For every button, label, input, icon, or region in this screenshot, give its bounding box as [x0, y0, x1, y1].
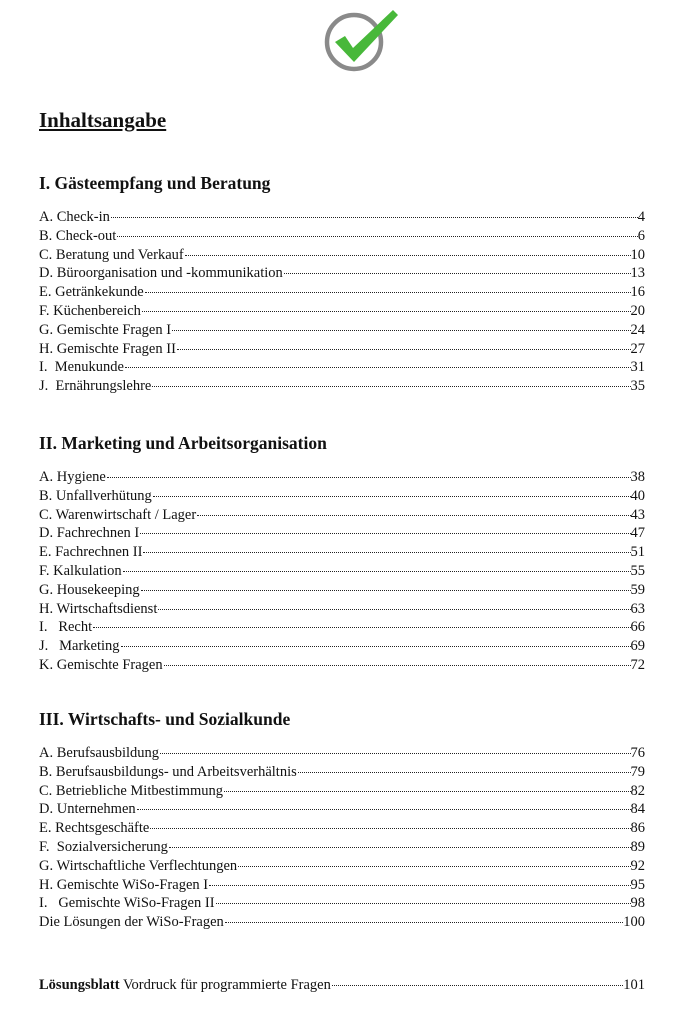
toc-entry-label	[39, 976, 331, 995]
toc-entry-page: 31	[630, 359, 645, 376]
toc-entry	[39, 340, 645, 359]
toc-entry	[39, 838, 645, 857]
toc-entry	[39, 246, 645, 265]
toc-entry-label: H. Wirtschaftsdienst	[39, 600, 158, 617]
toc-entry	[39, 264, 645, 283]
toc-entry-page: 86	[630, 820, 645, 837]
toc-entry-label: H. Gemischte Fragen II	[39, 340, 176, 357]
toc-entry	[39, 468, 645, 487]
dot-leader	[123, 571, 631, 572]
dot-leader	[111, 217, 638, 218]
toc-entry	[39, 283, 645, 302]
toc-entry-label: F. Küchenbereich	[39, 302, 141, 319]
toc-entry-page: 55	[630, 562, 645, 579]
toc-entry	[39, 543, 645, 562]
dot-leader	[332, 985, 623, 986]
toc-entry-page: 79	[630, 763, 645, 780]
dot-leader	[137, 809, 631, 810]
toc-entry-label: E. Getränkekunde	[39, 284, 144, 301]
toc-entry-label: D. Unternehmen	[39, 801, 136, 818]
dot-leader	[238, 866, 630, 867]
dot-leader	[125, 367, 631, 368]
dot-leader	[177, 349, 631, 350]
toc-entry-label: C. Betriebliche Mitbestimmung	[39, 782, 224, 799]
toc-entry	[39, 506, 645, 525]
toc-entry-label: Die Lösungen der WiSo-Fragen	[39, 914, 224, 931]
dot-leader	[216, 903, 631, 904]
toc-entry	[39, 302, 645, 321]
toc-entry	[39, 321, 645, 340]
answer-sheet-label: Vordruck für programmierte Fragen	[119, 977, 331, 993]
toc-entry-label: I. Menukunde	[39, 359, 124, 376]
answer-sheet-bold-label: Lösungsblatt	[39, 977, 120, 993]
toc-entry	[39, 876, 645, 895]
toc-entry-page: 63	[630, 600, 645, 617]
toc-entry-page: 69	[630, 638, 645, 655]
dot-leader	[150, 828, 630, 829]
section-heading: I. Gästeempfang und Beratung	[39, 173, 271, 193]
toc-entry-page: 92	[630, 857, 645, 874]
toc-entry-label: J. Ernährungslehre	[39, 378, 152, 395]
toc-entry-label: K. Gemischte Fragen	[39, 656, 163, 673]
toc-entry-label: I. Gemischte WiSo-Fragen II	[39, 895, 215, 912]
toc-entry-page: 72	[630, 656, 645, 673]
toc-entry-page: 40	[630, 487, 645, 504]
toc-entry-label: G. Gemischte Fragen I	[39, 321, 172, 338]
dot-leader	[145, 292, 631, 293]
toc-entry-page: 27	[630, 340, 645, 357]
toc-entry-label: A. Berufsausbildung	[39, 745, 160, 761]
checkmark-icon	[321, 6, 401, 72]
toc-entry-label: H. Gemischte WiSo-Fragen I	[39, 876, 209, 893]
dot-leader	[158, 609, 630, 610]
toc-entry	[39, 782, 645, 801]
dot-leader	[152, 386, 630, 387]
dot-leader	[225, 922, 623, 923]
toc-entry-label: D. Fachrechnen I	[39, 525, 140, 542]
toc-entry-page: 84	[630, 801, 645, 818]
dot-leader	[209, 885, 630, 886]
toc-entry	[39, 857, 645, 876]
page-title: Inhaltsangabe	[39, 108, 167, 132]
dot-leader	[164, 665, 631, 666]
toc-entry-label: B. Check-out	[39, 227, 117, 244]
toc-entry-page: 47	[630, 525, 645, 542]
toc-entry-label: F. Kalkulation	[39, 562, 122, 579]
toc-entry-page: 100	[623, 914, 645, 931]
toc-entry-page: 6	[637, 227, 645, 244]
toc-entry	[39, 600, 645, 619]
dot-leader	[160, 753, 630, 754]
toc-entry	[39, 744, 645, 763]
toc-entry-page: 76	[630, 745, 645, 761]
toc-entry-page: 24	[630, 321, 645, 338]
toc-list	[39, 468, 645, 675]
toc-entry	[39, 487, 645, 506]
toc-entry	[39, 800, 645, 819]
toc-entry-label: B. Berufsausbildungs- und Arbeitsverhältnis	[39, 763, 297, 780]
toc-entry-label: I. Recht	[39, 619, 93, 636]
toc-entry	[39, 656, 645, 675]
section-heading: II. Marketing und Arbeitsorganisation	[39, 433, 327, 453]
toc-entry	[39, 377, 645, 396]
dot-leader	[172, 330, 630, 331]
dot-leader	[142, 311, 631, 312]
toc-entry-page: 10	[630, 246, 645, 263]
toc-entry	[39, 637, 645, 656]
toc-entry-label: C. Warenwirtschaft / Lager	[39, 506, 197, 523]
toc-entry-label: E. Rechtsgeschäfte	[39, 820, 150, 837]
toc-entry	[39, 618, 645, 637]
toc-entry-page: 82	[630, 782, 645, 799]
toc-entry-label: D. Büroorganisation und -kommunikation	[39, 265, 283, 282]
dot-leader	[185, 255, 631, 256]
toc-entry-label: C. Beratung und Verkauf	[39, 246, 184, 263]
toc-entry	[39, 208, 645, 227]
dot-leader	[153, 496, 631, 497]
answer-sheet-entry	[39, 976, 645, 995]
toc-entry	[39, 581, 645, 600]
toc-entry-page: 4	[637, 209, 645, 225]
toc-entry-page: 98	[630, 895, 645, 912]
toc-entry-page: 43	[630, 506, 645, 523]
toc-entry-label: B. Unfallverhütung	[39, 487, 152, 504]
dot-leader	[284, 273, 631, 274]
toc-entry	[39, 562, 645, 581]
dot-leader	[197, 515, 630, 516]
toc-entry-page: 89	[630, 838, 645, 855]
dot-leader	[169, 847, 631, 848]
dot-leader	[298, 772, 631, 773]
toc-entry-label: G. Housekeeping	[39, 581, 140, 598]
dot-leader	[107, 477, 631, 478]
toc-entry-label: A. Check-in	[39, 209, 110, 225]
toc-entry-page: 66	[630, 619, 645, 636]
toc-entry	[39, 894, 645, 913]
toc-entry-page: 101	[623, 977, 645, 993]
dot-leader	[121, 646, 631, 647]
section-3	[39, 708, 645, 932]
toc-entry	[39, 227, 645, 246]
toc-entry	[39, 913, 645, 932]
toc-entry-label: G. Wirtschaftliche Verflechtungen	[39, 857, 238, 874]
toc-entry	[39, 358, 645, 377]
toc-entry	[39, 976, 645, 995]
dot-leader	[117, 236, 637, 237]
toc-entry-page: 13	[630, 265, 645, 282]
toc-entry-page: 51	[630, 544, 645, 561]
dot-leader	[140, 533, 630, 534]
section-2	[39, 432, 645, 675]
toc-entry	[39, 763, 645, 782]
toc-entry-label: F. Sozialversicherung	[39, 838, 168, 855]
toc-entry	[39, 819, 645, 838]
toc-entry-page: 16	[630, 284, 645, 301]
section-1	[39, 172, 645, 396]
dot-leader	[224, 791, 630, 792]
toc-entry-page: 59	[630, 581, 645, 598]
toc-entry-page: 38	[630, 469, 645, 485]
toc-entry-label: A. Hygiene	[39, 469, 106, 485]
toc-entry	[39, 524, 645, 543]
toc-entry-label: J. Marketing	[39, 638, 120, 655]
toc-entry-label: E. Fachrechnen II	[39, 544, 143, 561]
toc-entry-page: 35	[630, 378, 645, 395]
toc-entry-page: 95	[630, 876, 645, 893]
dot-leader	[143, 552, 630, 553]
toc-list	[39, 744, 645, 932]
dot-leader	[93, 627, 630, 628]
section-heading: III. Wirtschafts- und Sozialkunde	[39, 709, 291, 729]
dot-leader	[141, 590, 631, 591]
toc-list	[39, 208, 645, 396]
toc-entry-page: 20	[630, 302, 645, 319]
